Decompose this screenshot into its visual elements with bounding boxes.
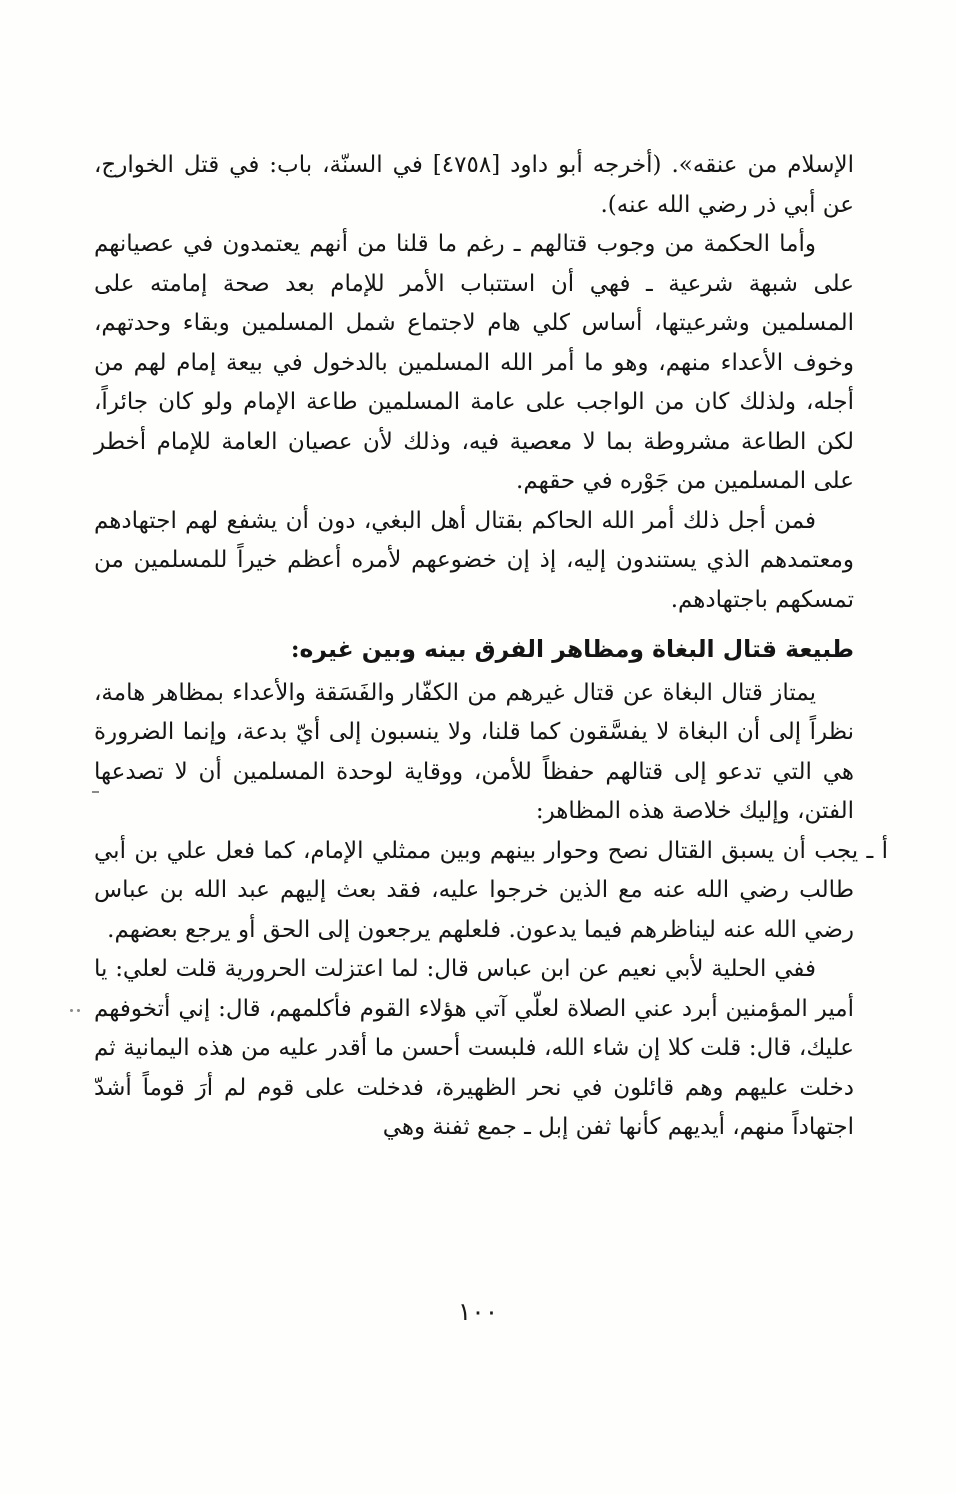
list-item-a <box>94 832 888 951</box>
paragraph-hilya-narration: ففي الحلية لأبي نعيم عن ابن عباس قال: لما اعتزلت الحرورية قلت لعلي: يا أمير المؤمنين أبرد عني الصلاة لعلّي آتي هؤلاء القوم فأكلمهم، قال: إني أتخوفهم عليك، قال: قلت كلا إن شاء الله، فلبست أحسن ما أقدر عليه من هذه اليمانية ثم دخلت عليهم وهم قائلون في نحر الظهيرة، فدخلت على قوم لم أرَ قوماً أشدّ اجتهاداً منهم، أيديهم كأنها ثفن إبل ـ جمع ثفنة وهي <box>94 956 854 1140</box>
scan-artifact-dots <box>70 1008 82 1013</box>
section-heading: طبيعة قتال البغاة ومظاهر الفرق بينه وبين غيره: <box>290 635 854 663</box>
scan-artifact-dash <box>92 791 99 793</box>
paragraph-ruler-command: فمن أجل ذلك أمر الله الحاكم بقتال أهل البغي، دون أن يشفع لهم اجتهادهم ومعتمدهم الذي يستندون إليه، إذ إن خضوعهم لأمره أعظم خيراً للمسلمين من تمسكهم باجتهادهم. <box>94 507 854 613</box>
list-item-text: يجب أن يسبق القتال نصح وحوار بينهم وبين ممثلي الإمام، كما فعل علي بن أبي طالب رضي الله عنه مع الذين خرجوا عليه، فقد بعث إليهم عبد الله بن عباس رضي الله عنه ليناظرهم فيما يدعون. فلعلهم يرجعون إلى الحق أو يرجع بعضهم. <box>94 837 859 943</box>
paragraph-distinction: يمتاز قتال البغاة عن قتال غيرهم من الكفّار والفَسَقة والأعداء بمظاهر هامة، نظراً إلى أن البغاة لا يفسَّقون كما قلنا، ولا ينسبون إلى أيّ بدعة، وإنما الضرورة هي التي تدعو إلى قتالهم حفظاً للأمن، ووقاية لوحدة المسلمين أن لا تصدعها الفتن، وإليك خلاصة هذه المظاهر: <box>94 679 854 824</box>
paragraph-ruling-wisdom: وأما الحكمة من وجوب قتالهم ـ رغم ما قلنا من أنهم يعتمدون في عصيانهم على شبهة شرعية ـ فهي أن استتباب الأمر للإمام بعد صحة إمامته على المسلمين وشرعيتها، أساس كلي هام لاجتماع شمل المسلمين وبقاء وحدتهم، وخوف الأعداء منهم، وهو ما أمر الله المسلمين بالدخول في بيعة إمام لهم من أجله، ولذلك كان من الواجب على عامة المسلمين طاعة الإمام ولو كان جائراً، لكن الطاعة مشروطة بما لا معصية فيه، وذلك لأن عصيان العامة للإمام أخطر على المسلمين من جَوْره في حقهم. <box>94 231 854 494</box>
page-number: ١٠٠ <box>457 1297 499 1326</box>
list-marker: أ ـ <box>858 837 888 864</box>
paragraph-continuation: الإسلام من عنقه». (أخرجه أبو داود [٤٧٥٨] في السنّة، باب: في قتل الخوارج، عن أبي ذر رضي الله عنه). <box>94 152 854 218</box>
